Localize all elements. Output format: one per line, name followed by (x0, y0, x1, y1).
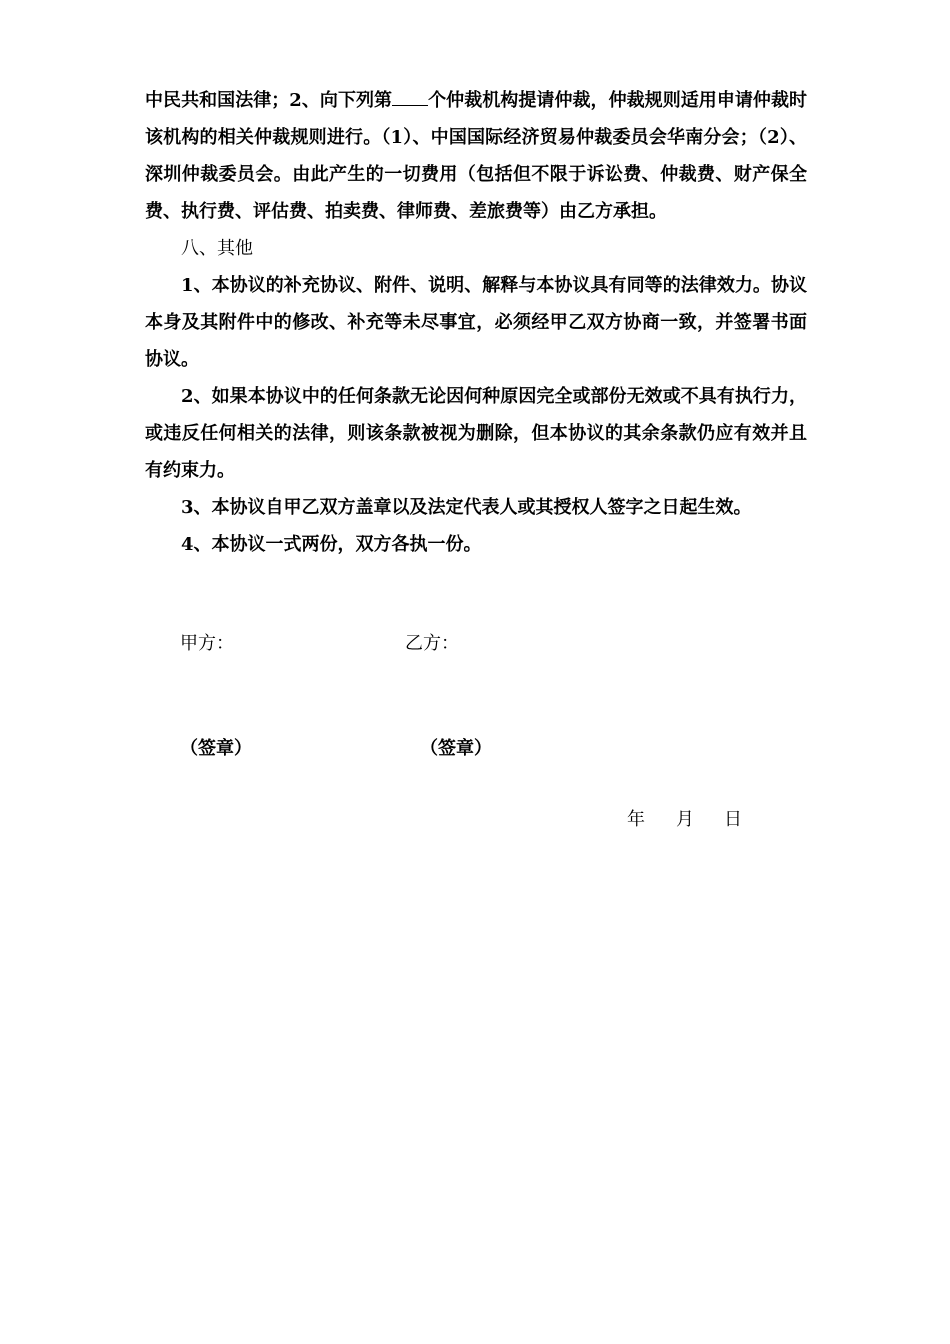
date-day: 日 (724, 809, 742, 830)
clause-7-text-before-blank: 中民共和国法律；2、向下列第 (145, 90, 393, 111)
section-8-item-3: 3、本协议自甲乙双方盖章以及法定代表人或其授权人签字之日起生效。 (181, 497, 752, 518)
contract-body (145, 82, 807, 563)
arbitration-number-blank (392, 104, 428, 106)
section-8-heading: 八、其他 (181, 238, 253, 259)
party-b-seal: （签章） (420, 738, 492, 759)
party-b-label: 乙方： (405, 633, 459, 654)
party-a-seal: （签章） (180, 738, 252, 759)
clause-7-text-after-blank: 个仲裁机构提请仲裁，仲裁规则适用申请仲裁时该机构的相关仲裁规则进行。（1）、中国国际经济贸易仲裁委员会华南分会；（2）、深圳仲裁委员会。由此产生的一切费用（包括但不限于诉讼费、仲裁费、财产保全费、执行费、评估费、拍卖费、律师费、差旅费等）由乙方承担。 (145, 90, 807, 222)
section-8-item-1: 1、本协议的补充协议、附件、说明、解释与本协议具有同等的法律效力。协议本身及其附件中的修改、补充等未尽事宜，必须经甲乙双方协商一致，并签署书面协议。 (145, 275, 807, 370)
section-8-item-4: 4、本协议一式两份，双方各执一份。 (181, 534, 482, 555)
date-month: 月 (676, 809, 694, 830)
clause-7-continuation (145, 82, 807, 230)
section-8-item-2: 2、如果本协议中的任何条款无论因何种原因完全或部份无效或不具有执行力，或违反任何相关的法律，则该条款被视为删除，但本协议的其余条款仍应有效并且有约束力。 (145, 386, 807, 481)
party-a-label: 甲方： (180, 633, 234, 654)
date-year: 年 (627, 809, 645, 830)
